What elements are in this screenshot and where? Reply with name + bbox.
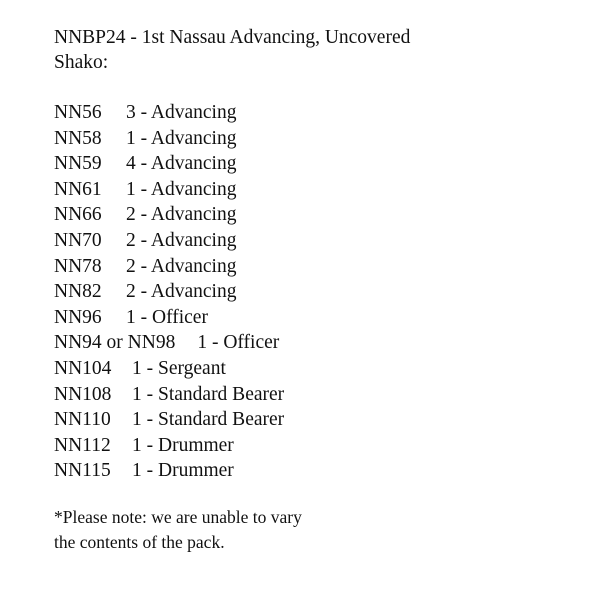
list-item (54, 202, 584, 228)
item-description: 1 - Advancing (126, 178, 237, 200)
list-item (54, 305, 584, 331)
list-item (54, 330, 584, 356)
list-item (54, 126, 584, 152)
list-item (54, 458, 584, 484)
item-description: 1 - Sergeant (132, 357, 226, 379)
note-line: the contents of the pack. (54, 531, 225, 552)
list-item (54, 356, 584, 382)
item-code: NN104 (54, 357, 112, 379)
item-code: NN66 (54, 204, 102, 226)
item-description: 1 - Officer (197, 332, 280, 354)
item-code: NN108 (54, 383, 112, 405)
pack-contents-document (54, 25, 584, 555)
item-code: NN94 or NN98 (54, 332, 176, 354)
item-description: 2 - Advancing (126, 204, 237, 226)
list-item (54, 100, 584, 126)
item-description: 1 - Standard Bearer (132, 383, 285, 405)
list-item (54, 254, 584, 280)
item-code: NN112 (54, 434, 111, 456)
item-description: 1 - Drummer (132, 460, 234, 482)
list-item (54, 407, 584, 433)
pack-title: NNBP24 - 1st Nassau Advancing, Uncovered (54, 27, 411, 48)
item-description: 2 - Advancing (126, 281, 237, 303)
list-item (54, 151, 584, 177)
item-description: 2 - Advancing (126, 255, 237, 277)
pack-subtitle: Shako: (54, 52, 109, 73)
item-code: NN78 (54, 255, 102, 277)
item-code: NN58 (54, 127, 102, 149)
item-code: NN61 (54, 178, 102, 200)
item-code: NN56 (54, 102, 102, 123)
list-item (54, 279, 584, 305)
item-description: 1 - Standard Bearer (132, 409, 285, 431)
pack-contents-list (54, 100, 584, 484)
list-item (54, 177, 584, 203)
item-code: NN96 (54, 306, 102, 328)
item-description: 1 - Advancing (126, 127, 237, 149)
pack-note (54, 505, 584, 555)
item-code: NN70 (54, 229, 102, 251)
list-item (54, 228, 584, 254)
item-description: 1 - Officer (126, 306, 208, 328)
item-code: NN59 (54, 153, 102, 175)
item-code: NN82 (54, 281, 102, 303)
list-item (54, 433, 584, 459)
note-line: *Please note: we are unable to vary (54, 506, 302, 527)
item-code: NN110 (54, 409, 111, 431)
item-description: 3 - Advancing (126, 102, 237, 123)
item-description: 2 - Advancing (126, 229, 237, 251)
item-description: 4 - Advancing (126, 153, 237, 175)
item-description: 1 - Drummer (132, 434, 234, 456)
list-item (54, 382, 584, 408)
item-code: NN115 (54, 460, 111, 482)
